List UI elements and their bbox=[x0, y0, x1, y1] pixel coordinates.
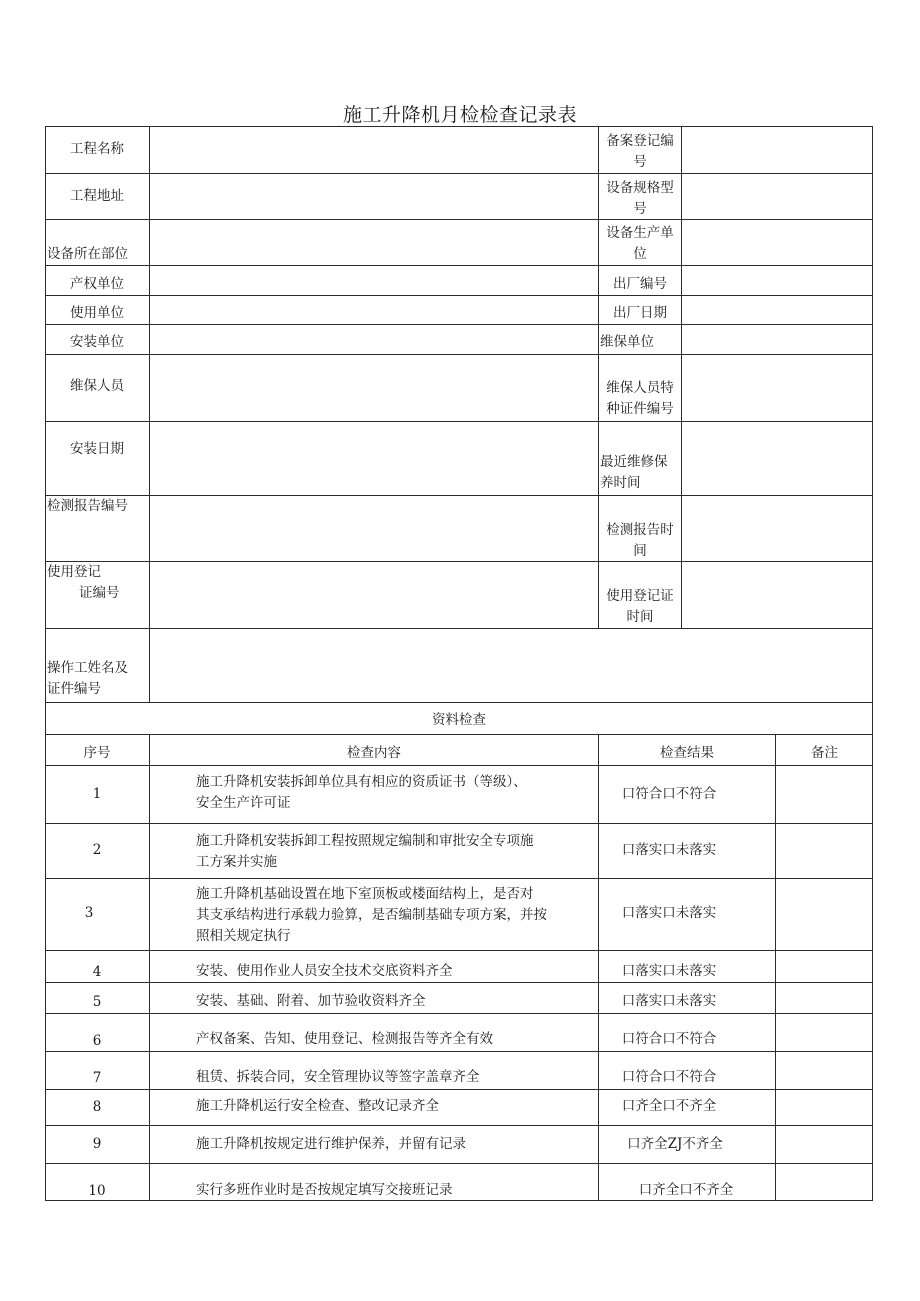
row-1-content bbox=[196, 772, 606, 814]
row-1-result[interactable]: 口符合口不符合 bbox=[621, 786, 717, 802]
label-report-time-line1: 检测报告时 bbox=[606, 522, 674, 538]
value-operator[interactable] bbox=[150, 629, 872, 702]
row-7-no: 7 bbox=[92, 1070, 102, 1086]
row-9-remark[interactable] bbox=[776, 1126, 872, 1163]
value-last-maintenance[interactable] bbox=[682, 422, 872, 495]
label-filing-no-line1: 备案登记编 bbox=[606, 133, 674, 149]
row-6-no: 6 bbox=[92, 1033, 102, 1049]
label-reg-cert-time-line1: 使用登记证 bbox=[606, 588, 674, 604]
value-staff-cert-no[interactable] bbox=[682, 355, 872, 421]
value-user-unit[interactable] bbox=[150, 296, 598, 324]
row-5-result[interactable]: 口落实口未落实 bbox=[621, 993, 717, 1009]
value-install-date[interactable] bbox=[150, 422, 598, 495]
row-2-no: 2 bbox=[92, 842, 102, 858]
label-maintenance-unit: 维保单位 bbox=[600, 334, 654, 350]
row-8-no: 8 bbox=[92, 1099, 102, 1115]
row-8-result[interactable]: 口齐全口不齐全 bbox=[621, 1098, 717, 1114]
label-staff-cert-no-line1: 维保人员特 bbox=[606, 380, 674, 396]
row-3-result[interactable]: 口落实口未落实 bbox=[621, 905, 717, 921]
row-10-result[interactable]: 口齐全口不齐全 bbox=[638, 1182, 734, 1198]
row-1-content-line1: 施工升降机安装拆卸单位具有相应的资质证书（等级）、 bbox=[196, 774, 527, 790]
row-5-remark[interactable] bbox=[776, 983, 872, 1013]
row-8-content: 施工升降机运行安全检查、整改记录齐全 bbox=[196, 1098, 439, 1114]
row-6-remark[interactable] bbox=[776, 1014, 872, 1051]
inspection-form-table bbox=[45, 126, 873, 1201]
header-no: 序号 bbox=[83, 745, 111, 761]
row-7-result[interactable]: 口符合口不符合 bbox=[621, 1069, 717, 1085]
form-title: 施工升降机月检检查记录表 bbox=[342, 104, 577, 126]
value-property-unit[interactable] bbox=[150, 266, 598, 295]
label-spec-model bbox=[599, 178, 681, 220]
row-10-remark[interactable] bbox=[776, 1164, 872, 1200]
row-5-content: 安装、基础、附着、加节验收资料齐全 bbox=[196, 993, 426, 1009]
label-user-unit: 使用单位 bbox=[70, 305, 124, 321]
row-5-no: 5 bbox=[92, 994, 102, 1010]
row-2-remark[interactable] bbox=[776, 824, 872, 878]
row-6-result[interactable]: 口符合口不符合 bbox=[621, 1031, 717, 1047]
value-project-address[interactable] bbox=[150, 174, 598, 219]
row-6-content: 产权备案、告知、使用登记、检测报告等齐全有效 bbox=[196, 1031, 493, 1047]
label-report-no: 检测报告编号 bbox=[47, 498, 128, 514]
value-project-name[interactable] bbox=[150, 127, 598, 173]
label-operator bbox=[47, 658, 151, 700]
row-3-content-line1: 施工升降机基础设置在地下室顶板或楼面结构上，是否对 bbox=[196, 886, 534, 902]
row-9-content: 施工升降机按规定进行维护保养，并留有记录 bbox=[196, 1136, 466, 1152]
row-4-result[interactable]: 口落实口未落实 bbox=[621, 963, 717, 979]
label-spec-model-line1: 设备规格型 bbox=[606, 180, 674, 196]
label-factory-date: 出厂日期 bbox=[613, 305, 667, 321]
row-4-no: 4 bbox=[92, 964, 102, 980]
label-manufacturer-line1: 设备生产单 bbox=[606, 225, 674, 241]
label-reg-cert-no-line2: 证编号 bbox=[79, 585, 120, 601]
row-1-remark[interactable] bbox=[776, 766, 872, 823]
value-reg-cert-no[interactable] bbox=[150, 562, 598, 628]
label-reg-cert-time-line2: 时间 bbox=[626, 609, 654, 625]
label-install-date: 安装日期 bbox=[70, 441, 124, 457]
value-reg-cert-time[interactable] bbox=[682, 562, 872, 628]
row-7-content: 租赁、拆装合同，安全管理协议等签字盖章齐全 bbox=[196, 1069, 480, 1085]
row-3-no: 3 bbox=[84, 905, 94, 921]
row-3-content-line2: 其支承结构进行承载力验算，是否编制基础专项方案，并按 bbox=[196, 907, 547, 923]
label-last-maintenance bbox=[600, 452, 682, 494]
row-8-remark[interactable] bbox=[776, 1090, 872, 1125]
row-3-content-line3: 照相关规定执行 bbox=[196, 928, 291, 944]
label-operator-line2: 证件编号 bbox=[47, 681, 101, 697]
label-last-maintenance-line2: 养时间 bbox=[600, 475, 641, 491]
row-10-no: 10 bbox=[88, 1183, 106, 1199]
value-spec-model[interactable] bbox=[682, 174, 872, 219]
label-project-name: 工程名称 bbox=[70, 141, 124, 157]
label-reg-cert-no bbox=[47, 562, 151, 604]
row-10-content: 实行多班作业时是否按规定填写交接班记录 bbox=[196, 1182, 453, 1198]
value-maintenance-staff[interactable] bbox=[150, 355, 598, 421]
label-report-time-line2: 间 bbox=[633, 543, 647, 559]
row-1-content-line2: 安全生产许可证 bbox=[196, 795, 291, 811]
label-property-unit: 产权单位 bbox=[70, 276, 124, 292]
header-content: 检查内容 bbox=[347, 745, 401, 761]
value-report-time[interactable] bbox=[682, 496, 872, 561]
value-install-unit[interactable] bbox=[150, 325, 598, 354]
section-title-document-check: 资料检查 bbox=[432, 712, 486, 728]
value-manufacturer[interactable] bbox=[682, 220, 872, 265]
label-factory-no: 出厂编号 bbox=[613, 276, 667, 292]
value-maintenance-unit[interactable] bbox=[682, 325, 872, 354]
label-reg-cert-time bbox=[597, 586, 683, 628]
label-spec-model-line2: 号 bbox=[633, 201, 647, 217]
label-project-address: 工程地址 bbox=[70, 188, 124, 204]
row-2-result[interactable]: 口落实口未落实 bbox=[621, 842, 717, 858]
row-3-remark[interactable] bbox=[776, 879, 872, 950]
header-remark: 备注 bbox=[811, 745, 838, 761]
row-2-content-line1: 施工升降机安装拆卸工程按照规定编制和审批安全专项施 bbox=[196, 833, 534, 849]
row-2-content bbox=[196, 831, 606, 873]
label-manufacturer-line2: 位 bbox=[633, 246, 647, 262]
value-factory-date[interactable] bbox=[682, 296, 872, 324]
value-report-no[interactable] bbox=[150, 496, 598, 561]
label-equipment-location: 设备所在部位 bbox=[47, 246, 128, 262]
label-maintenance-staff: 维保人员 bbox=[70, 378, 124, 394]
label-manufacturer bbox=[599, 223, 681, 265]
row-4-content: 安装、使用作业人员安全技术交底资料齐全 bbox=[196, 963, 453, 979]
row-4-remark[interactable] bbox=[776, 951, 872, 982]
header-result: 检查结果 bbox=[660, 745, 714, 761]
label-filing-no bbox=[599, 131, 681, 173]
row-9-result[interactable]: 口齐全ZJ不齐全 bbox=[627, 1136, 723, 1152]
value-equipment-location[interactable] bbox=[150, 220, 598, 265]
label-staff-cert-no-line2: 种证件编号 bbox=[606, 401, 674, 417]
row-2-content-line2: 工方案并实施 bbox=[196, 854, 277, 870]
label-staff-cert-no bbox=[599, 378, 681, 420]
label-install-unit: 安装单位 bbox=[70, 334, 124, 350]
value-factory-no[interactable] bbox=[682, 266, 872, 295]
label-last-maintenance-line1: 最近维修保 bbox=[600, 454, 668, 470]
row-3-content bbox=[196, 884, 606, 947]
label-report-time bbox=[597, 520, 683, 562]
row-9-no: 9 bbox=[92, 1136, 102, 1152]
label-operator-line1: 操作工姓名及 bbox=[47, 660, 128, 676]
label-reg-cert-no-line1: 使用登记 bbox=[47, 564, 101, 580]
row-1-no: 1 bbox=[92, 786, 102, 802]
value-filing-no[interactable] bbox=[682, 127, 872, 173]
row-7-remark[interactable] bbox=[776, 1052, 872, 1089]
label-filing-no-line2: 号 bbox=[633, 154, 647, 170]
